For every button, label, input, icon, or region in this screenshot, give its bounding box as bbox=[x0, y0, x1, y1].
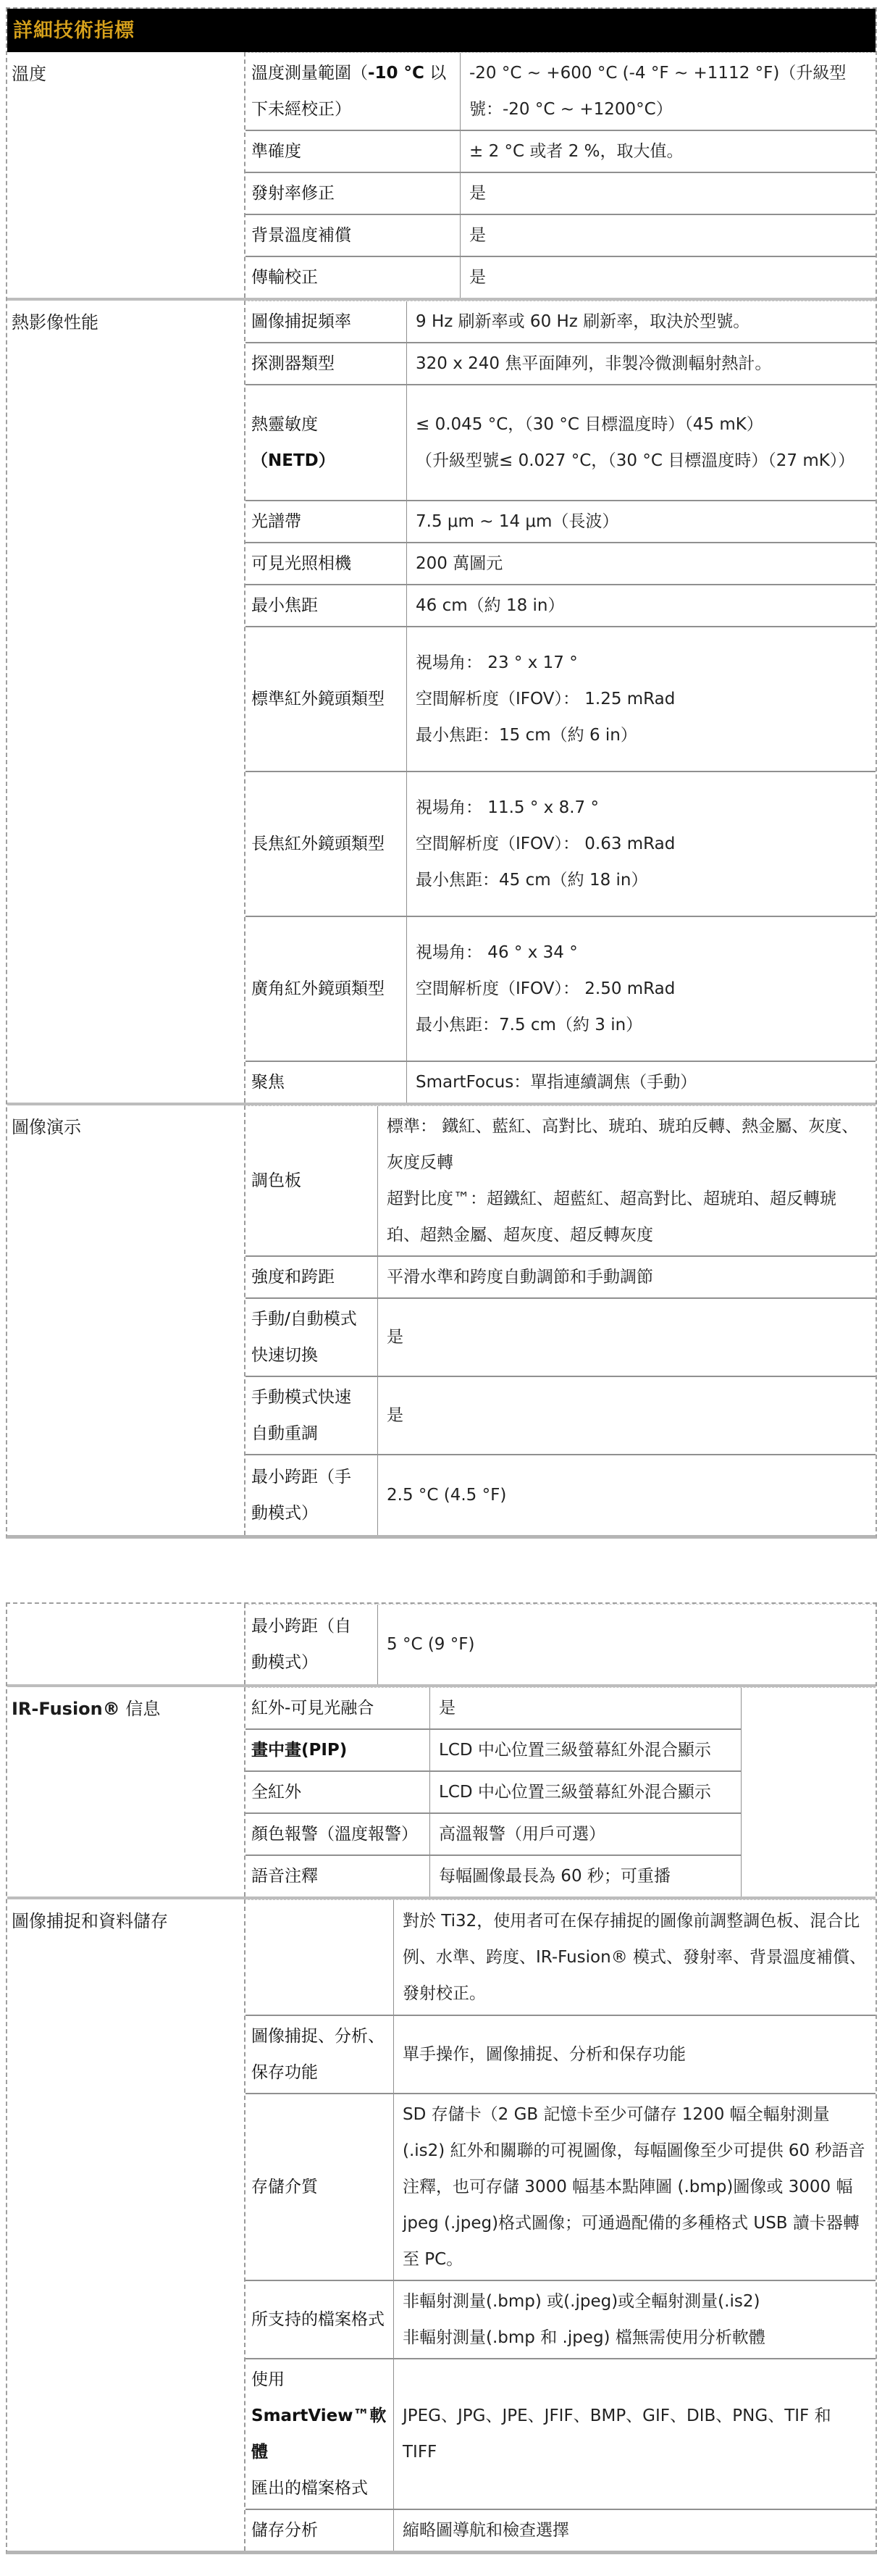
spec-value-cell: 是 bbox=[469, 226, 486, 245]
section-title: 溫度 bbox=[12, 64, 46, 84]
spec-label-cell: 最小跨距（手 動模式） bbox=[245, 1455, 378, 1535]
spec-row bbox=[245, 131, 876, 173]
section-image-presentation bbox=[7, 1103, 876, 1535]
spec-label-cell: 溫度測量範圍（-10 °C 以下未經校正） bbox=[245, 53, 461, 130]
spec-label-cell: 光譜帶 bbox=[245, 501, 407, 542]
section-rows bbox=[244, 1899, 876, 2551]
spec-label-cell: 存儲介質 bbox=[245, 2094, 394, 2280]
spec-row bbox=[245, 2016, 876, 2094]
spec-row bbox=[245, 1062, 876, 1103]
spec-value-cell: 2.5 °C (4.5 °F) bbox=[387, 1486, 507, 1505]
spec-value-cell: 標準： 鐵紅、藍紅、高對比、琥珀、琥珀反轉、熱金屬、灰度、灰度反轉 超對比度™：超鐵紅、超藍紅、超高對比、超琥珀、超反轉琥珀、超熱金屬、超灰度、超反轉灰度 bbox=[387, 1117, 859, 1245]
spec-value-cell: 是 bbox=[439, 1699, 456, 1718]
section-title: 圖像演示 bbox=[12, 1117, 81, 1137]
section-rows bbox=[244, 1105, 876, 1535]
spec-label-cell: 聚焦 bbox=[245, 1062, 407, 1103]
spec-value-cell: 是 bbox=[387, 1406, 403, 1425]
spec-value-cell: 視場角： 46 ° x 34 ° 空間解析度（IFOV）： 2.50 mRad 最小焦距：7.5 cm（約 3 in） bbox=[416, 943, 676, 1034]
spec-row bbox=[245, 2281, 876, 2359]
spec-label-cell: 全紅外 bbox=[245, 1772, 430, 1812]
spec-label-cell: 強度和跨距 bbox=[245, 1257, 378, 1297]
spec-value-cell: ± 2 °C 或者 2 %，取大值。 bbox=[469, 142, 684, 161]
spec-label-cell: 手動/自動模式 快速切換 bbox=[245, 1299, 378, 1376]
spec-label-cell: 手動模式快速 自動重調 bbox=[245, 1377, 378, 1454]
spec-value-cell: 320 x 240 焦平面陣列，非製冷微測輻射熱計。 bbox=[416, 354, 772, 373]
spec-label-cell: 熱靈敏度 （NETD） bbox=[245, 385, 407, 500]
spec-row bbox=[245, 1299, 876, 1377]
spec-row bbox=[245, 2094, 876, 2281]
spec-row bbox=[245, 173, 876, 215]
spec-value-cell: 高溫報警（用戶可選） bbox=[439, 1825, 605, 1844]
spec-row bbox=[245, 343, 876, 385]
spec-value-cell: LCD 中心位置三級螢幕紅外混合顯示 bbox=[439, 1741, 711, 1760]
spec-label-cell: 語音注釋 bbox=[245, 1856, 430, 1897]
spec-row bbox=[245, 1605, 876, 1684]
table-header: 詳細技術指標 bbox=[7, 9, 876, 52]
page-gap bbox=[6, 1539, 881, 1602]
section-title: IR-Fusion® 信息 bbox=[12, 1699, 161, 1719]
spec-value-cell: JPEG、JPG、JPE、JFIF、BMP、GIF、DIB、PNG、TIF 和 TIFF bbox=[403, 2406, 831, 2462]
spec-value-cell: 是 bbox=[387, 1328, 403, 1347]
spec-label-cell bbox=[245, 1900, 394, 2015]
section-min-span-auto bbox=[7, 1604, 876, 1684]
spec-value-cell: 非輻射測量(.bmp) 或(.jpeg)或全輻射測量(.is2) 非輻射測量(.bmp 和 .jpeg) 檔無需使用分析軟體 bbox=[403, 2292, 765, 2347]
spec-label-cell: 可見光照相機 bbox=[245, 543, 407, 584]
spec-value-cell: 是 bbox=[469, 268, 486, 287]
spec-value-cell: 視場角： 23 ° x 17 ° 空間解析度（IFOV）： 1.25 mRad 最小焦距：15 cm（約 6 in） bbox=[416, 653, 676, 745]
spec-label-cell: 長焦紅外鏡頭類型 bbox=[245, 772, 407, 916]
section-rows bbox=[244, 52, 876, 298]
spec-label-cell: 背景溫度補償 bbox=[245, 215, 461, 256]
spec-label-cell: 探測器類型 bbox=[245, 343, 407, 384]
spec-label-cell: 所支持的檔案格式 bbox=[245, 2281, 394, 2358]
spec-value-cell: 5 °C (9 °F) bbox=[387, 1635, 475, 1654]
spec-value-cell: 9 Hz 刷新率或 60 Hz 刷新率，取決於型號。 bbox=[416, 312, 750, 331]
spec-label-cell: 儲存分析 bbox=[245, 2510, 394, 2551]
spec-row bbox=[245, 385, 876, 501]
spec-label-cell: 調色板 bbox=[245, 1106, 378, 1255]
section-rows bbox=[244, 1687, 876, 1897]
spec-label-cell: 最小焦距 bbox=[245, 585, 407, 626]
spec-label-cell: 顏色報警（溫度報警） bbox=[245, 1814, 430, 1854]
spec-label-cell: 準確度 bbox=[245, 131, 461, 172]
spec-row bbox=[245, 1814, 742, 1856]
spec-row bbox=[245, 301, 876, 343]
spec-value-cell: ≤ 0.045 °C，（30 °C 目標溫度時）（45 mK） （升級型號≤ 0.027 °C，（30 °C 目標溫度時）（27 mK）） bbox=[416, 415, 855, 470]
spec-row bbox=[245, 627, 876, 772]
section-title: 熱影像性能 bbox=[12, 312, 98, 333]
section-ir-fusion bbox=[7, 1684, 876, 1897]
spec-label-cell: 標準紅外鏡頭類型 bbox=[245, 627, 407, 771]
spec-row bbox=[245, 1856, 742, 1897]
spec-row bbox=[245, 257, 876, 298]
spec-value-cell: 視場角： 11.5 ° x 8.7 ° 空間解析度（IFOV）： 0.63 mRad 最小焦距：45 cm（約 18 in） bbox=[416, 798, 676, 890]
section-rows bbox=[244, 1604, 876, 1684]
spec-value-cell: -20 °C ~ +600 °C (-4 °F ~ +1112 °F)（升級型號：-20 °C ~ +1200°C） bbox=[469, 64, 847, 119]
spec-row bbox=[245, 1257, 876, 1299]
spec-value-cell: 46 cm（約 18 in） bbox=[416, 596, 565, 615]
spec-row bbox=[245, 543, 876, 585]
spec-label-cell: 圖像捕捉、分析、保存功能 bbox=[245, 2016, 394, 2093]
spec-row bbox=[245, 1772, 742, 1814]
spec-label-cell: 使用 SmartView™軟體 匯出的檔案格式 bbox=[245, 2359, 394, 2509]
spec-value-cell: 單手操作，圖像捕捉、分析和保存功能 bbox=[403, 2045, 686, 2064]
spec-value-cell: 200 萬圖元 bbox=[416, 554, 503, 573]
spec-label-cell: 圖像捕捉頻率 bbox=[245, 301, 407, 342]
spec-row bbox=[245, 1106, 876, 1257]
spec-label-cell: 最小跨距（自 動模式） bbox=[245, 1605, 378, 1684]
spec-row bbox=[245, 1455, 876, 1535]
spec-row bbox=[245, 1377, 876, 1455]
spec-value-cell: SD 存儲卡（2 GB 記憶卡至少可儲存 1200 幅全輻射測量 (.is2) 紅外和關聯的可視圖像，每幅圖像至少可提供 60 秒語音注釋，也可存儲 3000 幅基本點陣圖 (.bmp)圖像或 3000 幅 jpeg (.jpeg)格式圖像；可通過配備的多種格式 USB 讀卡器轉至 PC。 bbox=[403, 2105, 865, 2269]
spec-row bbox=[245, 2359, 876, 2510]
spec-value-cell: 縮略圖導航和檢查選擇 bbox=[403, 2521, 569, 2540]
spec-label-cell: 畫中畫(PIP) bbox=[245, 1730, 430, 1770]
spec-label-cell: 傳輸校正 bbox=[245, 257, 461, 298]
spec-value-cell: LCD 中心位置三級螢幕紅外混合顯示 bbox=[439, 1783, 711, 1802]
spec-label-cell: 紅外-可見光融合 bbox=[245, 1688, 430, 1728]
spec-value-cell: 7.5 μm ~ 14 μm（長波） bbox=[416, 512, 619, 531]
spec-row bbox=[245, 53, 876, 131]
section-image-capture-storage bbox=[7, 1897, 876, 2551]
spec-value-cell: 是 bbox=[469, 184, 486, 203]
section-title: 圖像捕捉和資料儲存 bbox=[12, 1911, 168, 1931]
spec-label-cell: 發射率修正 bbox=[245, 173, 461, 214]
section-thermal-imaging bbox=[7, 298, 876, 1103]
spec-row bbox=[245, 772, 876, 917]
spec-table-2 bbox=[6, 1602, 877, 2554]
spec-value-cell: 對於 Ti32，使用者可在保存捕捉的圖像前調整調色板、混合比例、水準、跨度、IR-Fusion® 模式、發射率、背景溫度補償、發射校正。 bbox=[403, 1912, 867, 2003]
section-title bbox=[7, 1604, 244, 1684]
spec-row bbox=[245, 215, 876, 257]
spec-row bbox=[245, 2510, 876, 2551]
spec-value-cell: 平滑水準和跨度自動調節和手動調節 bbox=[387, 1268, 653, 1287]
section-temperature bbox=[7, 52, 876, 298]
section-rows bbox=[244, 301, 876, 1103]
spec-row bbox=[245, 1688, 742, 1730]
spec-row bbox=[245, 917, 876, 1062]
spec-row bbox=[245, 1730, 742, 1772]
spec-row bbox=[245, 585, 876, 627]
spec-row bbox=[245, 501, 876, 543]
spec-value-cell: SmartFocus：單指連續調焦（手動） bbox=[416, 1073, 697, 1092]
spec-row bbox=[245, 1900, 876, 2016]
spec-table-1 bbox=[6, 7, 877, 1539]
spec-label-cell: 廣角紅外鏡頭類型 bbox=[245, 917, 407, 1061]
spec-value-cell: 每幅圖像最長為 60 秒；可重播 bbox=[439, 1867, 671, 1886]
